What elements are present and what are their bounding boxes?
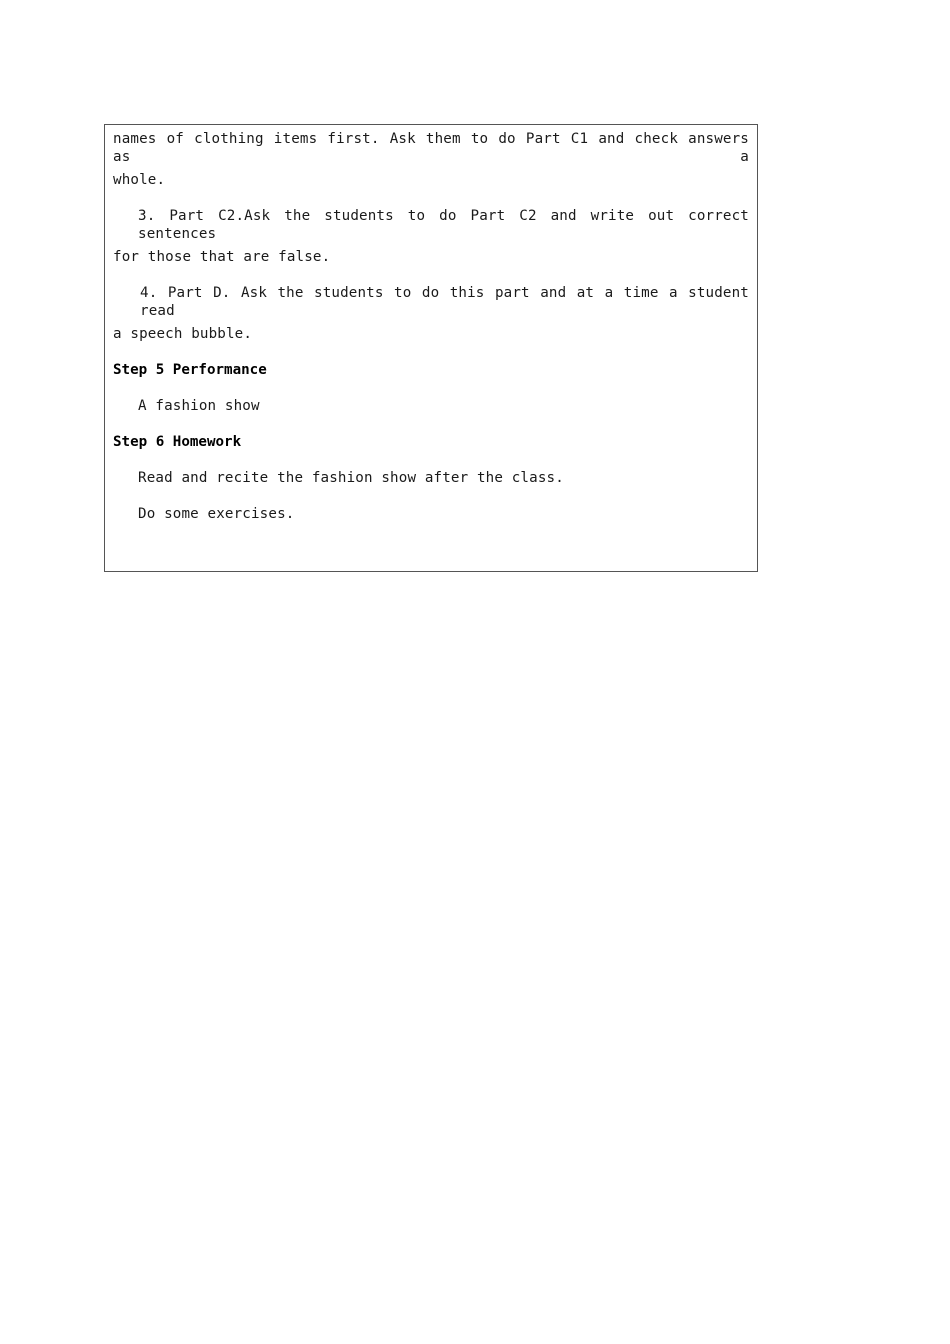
step-5-content: A fashion show <box>138 398 260 414</box>
homework-item: Do some exercises. <box>138 506 295 522</box>
list-item-3: 3. Part C2.Ask the students to do Part C2 and write out correct sentences <box>138 208 749 242</box>
list-item-4: 4. Part D. Ask the students to do this part and at a time a student read <box>140 285 749 319</box>
step-5-heading: Step 5 Performance <box>113 362 267 378</box>
paragraph-line: a speech bubble. <box>113 326 253 342</box>
paragraph-line: for those that are false. <box>113 249 331 265</box>
paragraph-line: whole. <box>113 172 166 188</box>
step-6-heading: Step 6 Homework <box>113 434 242 450</box>
homework-item: Read and recite the fashion show after the class. <box>138 470 564 486</box>
lesson-plan-table-cell <box>104 124 758 572</box>
paragraph-line: names of clothing items first. Ask them to do Part C1 and check answers as a <box>113 131 749 165</box>
